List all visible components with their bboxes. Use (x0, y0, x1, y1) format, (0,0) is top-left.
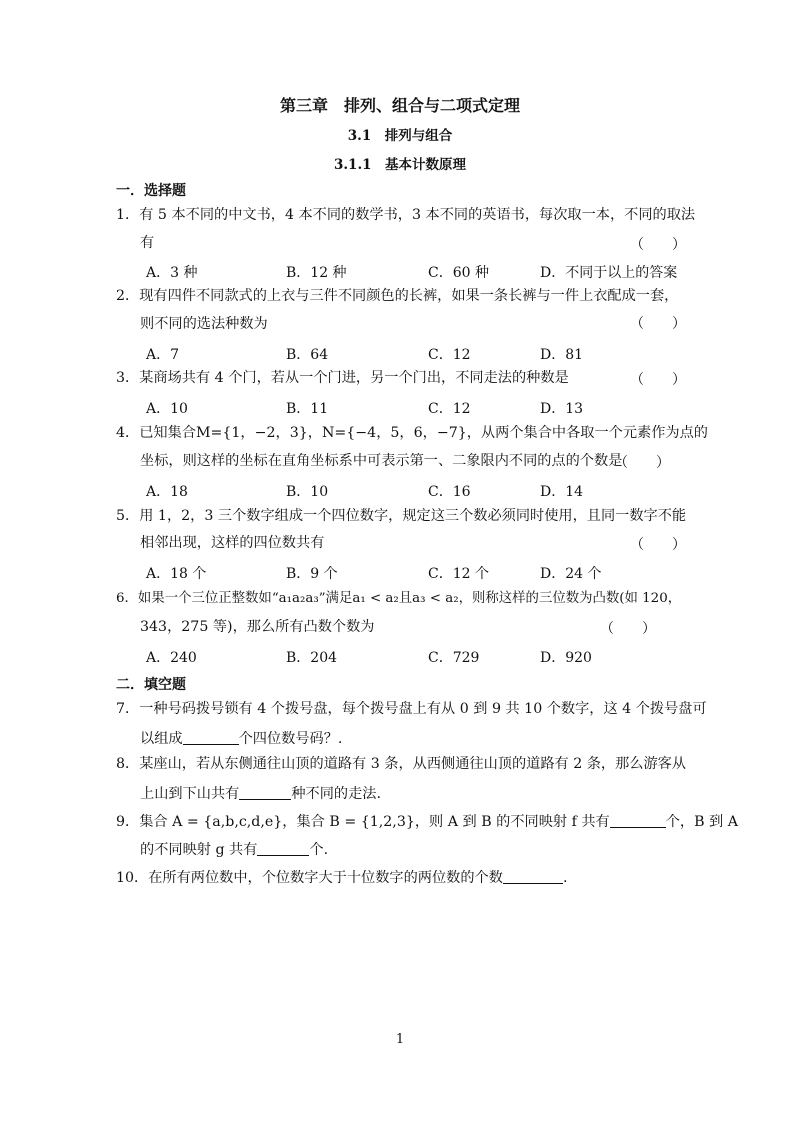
q9-answer-blank-f[interactable] (610, 813, 666, 828)
page-number: 1 (395, 1032, 405, 1047)
q9-line2-pre: 的不同映射 g 共有 (140, 842, 258, 858)
q3-answer-paren: （ ） (630, 372, 686, 388)
q10-answer-blank[interactable] (503, 869, 563, 884)
q4-line1: 4．已知集合M={1，−2，3}，N={−4，5，6，−7}，从两个集合中各取一个元素作为点的 (116, 425, 708, 441)
q2-line1: 2．现有四件不同款式的上衣与三件不同颜色的长裤，如果一条长裤与一件上衣配成一套， (116, 288, 679, 304)
q5-answer-paren: （ ） (630, 537, 686, 553)
q1-option-d: D．不同于以上的答案 (540, 265, 678, 281)
q2-option-d: D．81 (540, 347, 584, 363)
q9-line1-post: 个，B 到 A (665, 814, 738, 830)
q4-option-b: B．10 (286, 484, 329, 500)
q7-line2 (140, 730, 342, 746)
q1-answer-paren: （ ） (630, 237, 686, 253)
part1-title: 一．选择题 (116, 183, 186, 199)
q8-answer-blank[interactable] (239, 785, 291, 800)
q1-option-b: B．12 种 (286, 265, 347, 281)
q4-option-c: C．16 (428, 484, 471, 500)
q4-option-d: D．14 (540, 484, 584, 500)
q4-answer-paren: （ ） (614, 455, 670, 471)
q3-line1: 3．某商场共有 4 个门，若从一个门进，另一个门出，不同走法的种数是 (116, 370, 569, 386)
q9-line2 (140, 841, 328, 857)
q4-line2: 坐标，则这样的坐标在直角坐标系中可表示第一、二象限内不同的点的个数是 (140, 453, 623, 469)
chapter-title: 第三章 排列、组合与二项式定理 (279, 96, 520, 115)
q6-line1: 6．如果一个三位正整数如“a₁a₂a₃”满足a₁ < a₂且a₃ < a₂，则称这样的三位数为凸数(如 120， (116, 591, 682, 606)
q9-line1-pre: 9．集合 A = {a,b,c,d,e}，集合 B = {1,2,3}，则 A 到 B 的不同映射 f 共有 (116, 814, 610, 830)
q7-line2-pre: 以组成 (140, 731, 183, 747)
q6-option-d: D．920 (540, 650, 592, 666)
q3-option-b: B．11 (286, 401, 329, 417)
q7-line2-post: 个四位数号码？. (238, 731, 343, 747)
q1-option-a: A．3 种 (146, 265, 198, 281)
q10-line1 (116, 869, 567, 885)
q7-line1: 7．一种号码拨号锁有 4 个拨号盘，每个拨号盘上有从 0 到 9 共 10 个数字，这 4 个拨号盘可 (116, 701, 707, 717)
q2-option-c: C．12 (428, 347, 471, 363)
q5-line1: 5．用 1，2，3 三个数字组成一个四位数字，规定这三个数必须同时使用，且同一数字不能 (116, 508, 687, 524)
q10-line1-pre: 10．在所有两位数中，个位数字大于十位数字的两位数的个数 (116, 870, 503, 886)
subsection-title: 3.1.1 基本计数原理 (333, 157, 467, 173)
q9-answer-blank-g[interactable] (257, 841, 309, 856)
q2-option-a: A．7 (146, 347, 180, 363)
q6-answer-paren: （ ） (600, 621, 656, 637)
q6-option-c: C．729 (428, 650, 480, 666)
q3-option-d: D．13 (540, 401, 584, 417)
q8-line2-post: 种不同的走法. (291, 786, 381, 802)
q8-line2-pre: 上山到下山共有 (140, 786, 240, 802)
q4-option-a: A．18 (146, 484, 188, 500)
part2-title: 二．填空题 (116, 677, 186, 693)
q9-line1 (116, 813, 738, 829)
q1-line1: 1．有 5 本不同的中文书，4 本不同的数学书，3 本不同的英语书，每次取一本，不同的取法 (116, 207, 696, 223)
q6-line2: 343，275 等)，那么所有凸数个数为 (140, 619, 375, 635)
q5-option-c: C．12 个 (428, 566, 489, 582)
q2-answer-paren: （ ） (630, 316, 686, 332)
q5-option-b: B．9 个 (286, 566, 338, 582)
q8-line1: 8．某座山，若从东侧通往山顶的道路有 3 条，从西侧通往山顶的道路有 2 条，那么游客从 (116, 756, 687, 772)
q5-option-a: A．18 个 (146, 566, 207, 582)
q6-option-a: A．240 (146, 650, 197, 666)
q2-option-b: B．64 (286, 347, 329, 363)
q1-option-c: C．60 种 (428, 265, 489, 281)
q9-line2-post: 个. (309, 842, 329, 858)
q10-line1-post: . (562, 870, 568, 886)
q3-option-a: A．10 (146, 401, 188, 417)
q3-option-c: C．12 (428, 401, 471, 417)
q5-line2: 相邻出现，这样的四位数共有 (140, 535, 325, 551)
section-title: 3.1 排列与组合 (347, 128, 453, 144)
q6-option-b: B．204 (286, 650, 338, 666)
q8-line2 (140, 785, 381, 801)
q7-answer-blank[interactable] (183, 730, 239, 745)
q5-option-d: D．24 个 (540, 566, 602, 582)
q2-line2: 则不同的选法种数为 (140, 316, 268, 332)
q1-line2: 有 (140, 235, 155, 251)
